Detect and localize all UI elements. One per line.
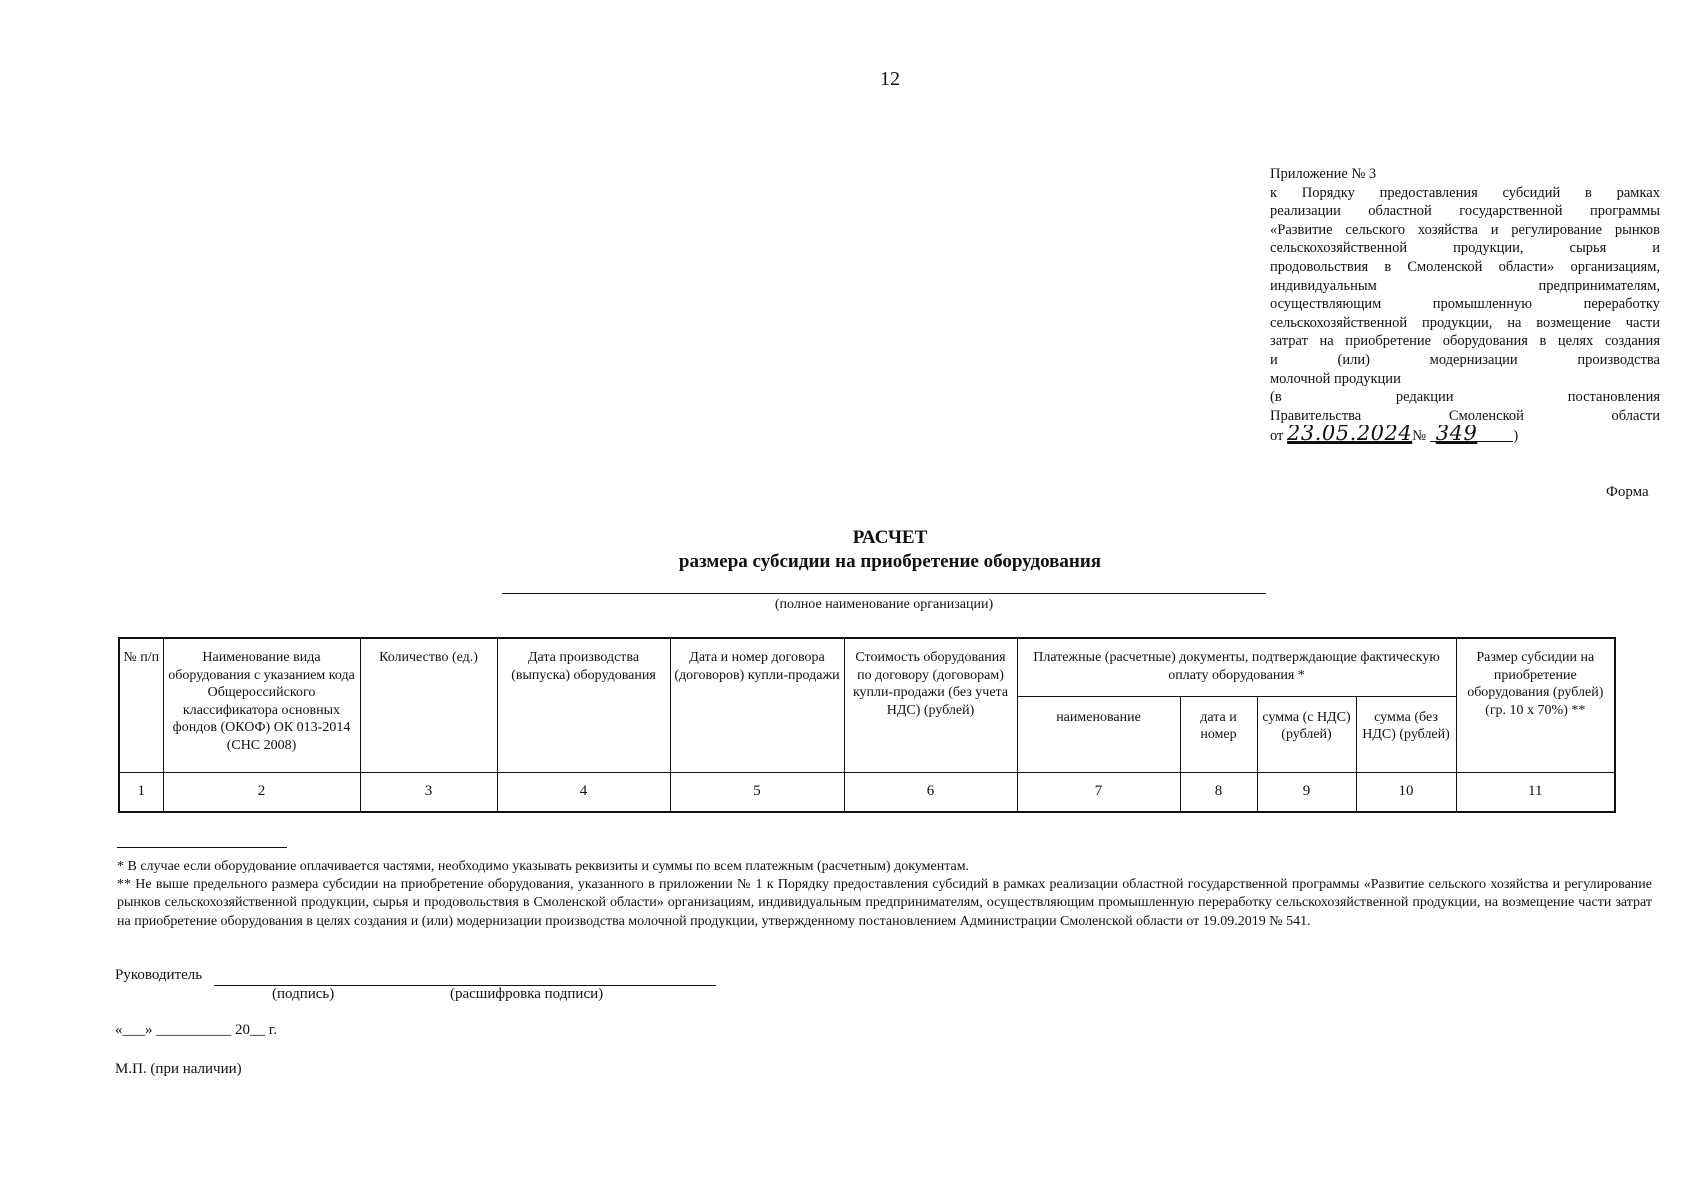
organization-name-line[interactable] [502,593,1266,594]
header-sum-with-vat: сумма (с НДС) (рублей) [1257,696,1356,772]
header-quantity: Количество (ед.) [360,638,497,772]
form-label: Форма [1606,484,1649,500]
appendix-line: Правительства Смоленской области [1270,407,1660,424]
appendix-line: продовольствия в Смоленской области» организациям, [1270,258,1660,275]
column-number: 9 [1257,772,1356,812]
header-cost: Стоимость оборудования по договору (договорам) купли-продажи (без учета НДС) (рублей) [844,638,1017,772]
page-number: 12 [880,68,900,90]
document-title [0,526,1693,574]
date-line: «___» __________ 20__ г. [115,1022,277,1038]
manager-label: Руководитель [115,967,203,983]
footnotes [117,858,1652,931]
column-number: 2 [163,772,360,812]
signature-decoding-caption: (расшифровка подписи) [450,986,604,1002]
footnote-2: ** Не выше предельного размера субсидии на приобретение оборудования, указанного в приложении № 1 к Порядку предоставления субсидий в рамках реализации областной государственной программы «Развитие сельского хозяйства и регулирование рынков сельскохозяйственной продукции, сырья и продовольствия в Смоленской области» организациям, индивидуальным предпринимателям, осуществляющим промышленную переработку сельскохозяйственной продукции, на возмещение части затрат на приобретение оборудования в целях создания и (или) модернизации производства молочной продукции, утвержденному постановлением Администрации Смоленской области от 19.09.2019 № 541. [117,877,1652,929]
appendix-decree-line [1270,425,1660,446]
appendix-line: «Развитие сельского хозяйства и регулирование рынков [1270,221,1660,238]
header-payment-documents: Платежные (расчетные) документы, подтверждающие фактическую оплату оборудования * [1017,638,1456,696]
column-number: 3 [360,772,497,812]
decree-date-prefix: от [1270,428,1284,445]
signature-caption: (подпись) [272,986,335,1002]
stamp-label: М.П. (при наличии) [115,1061,242,1077]
column-number: 10 [1356,772,1456,812]
header-row-number: № п/п [119,638,163,772]
appendix-line: Приложение № 3 [1270,166,1377,182]
appendix-line: к Порядку предоставления субсидий в рамках [1270,184,1660,201]
title-line-1: РАСЧЕТ [852,527,928,548]
header-sum-without-vat: сумма (без НДС) (рублей) [1356,696,1456,772]
header-subsidy-amount: Размер субсидии на приобретение оборудования (рублей) (гр. 10 х 70%) ** [1456,638,1615,772]
calculation-table [118,637,1616,813]
title-line-2: размера субсидии на приобретение оборудования [678,551,1102,572]
footnote-divider [117,847,287,848]
header-doc-name: наименование [1017,696,1180,772]
appendix-line: сельскохозяйственной продукции, сырья и [1270,240,1660,257]
header-doc-date-number: дата и номер [1180,696,1257,772]
organization-caption: (полное наименование организации) [774,597,994,612]
column-number: 11 [1456,772,1615,812]
column-number: 7 [1017,772,1180,812]
appendix-line: сельскохозяйственной продукции, на возмещение части [1270,314,1660,331]
appendix-line: молочной продукции [1270,370,1401,387]
header-production-date: Дата производства (выпуска) оборудования [497,638,670,772]
column-number: 6 [844,772,1017,812]
appendix-line: и (или) модернизации производства [1270,351,1660,368]
column-number: 1 [119,772,163,812]
appendix-line: индивидуальным предпринимателям, [1270,277,1660,294]
column-number: 8 [1180,772,1257,812]
appendix-line: (в редакции постановления [1270,389,1660,406]
handwritten-date: 23.05.2024 [1287,425,1413,446]
footnote-1: * В случае если оборудование оплачивается частями, необходимо указывать реквизиты и суммы по всем платежным (расчетным) документам. [117,859,970,874]
column-number: 4 [497,772,670,812]
appendix-line: затрат на приобретение оборудования в целях создания [1270,333,1660,350]
decree-number-sign: № [1412,428,1427,445]
appendix-block [1270,165,1660,446]
column-number: 5 [670,772,844,812]
decree-closing-paren: ) [1513,428,1519,445]
appendix-line: осуществляющим промышленную переработку [1270,296,1660,313]
header-equipment-type: Наименование вида оборудования с указанием кода Общероссийского классификатора основных фондов (ОКОФ) ОК 013-2014 (СНС 2008) [163,638,360,772]
appendix-line: реализации областной государственной программы [1270,203,1660,220]
header-contract: Дата и номер договора (договоров) купли-продажи [670,638,844,772]
handwritten-number: 349 [1430,425,1514,442]
